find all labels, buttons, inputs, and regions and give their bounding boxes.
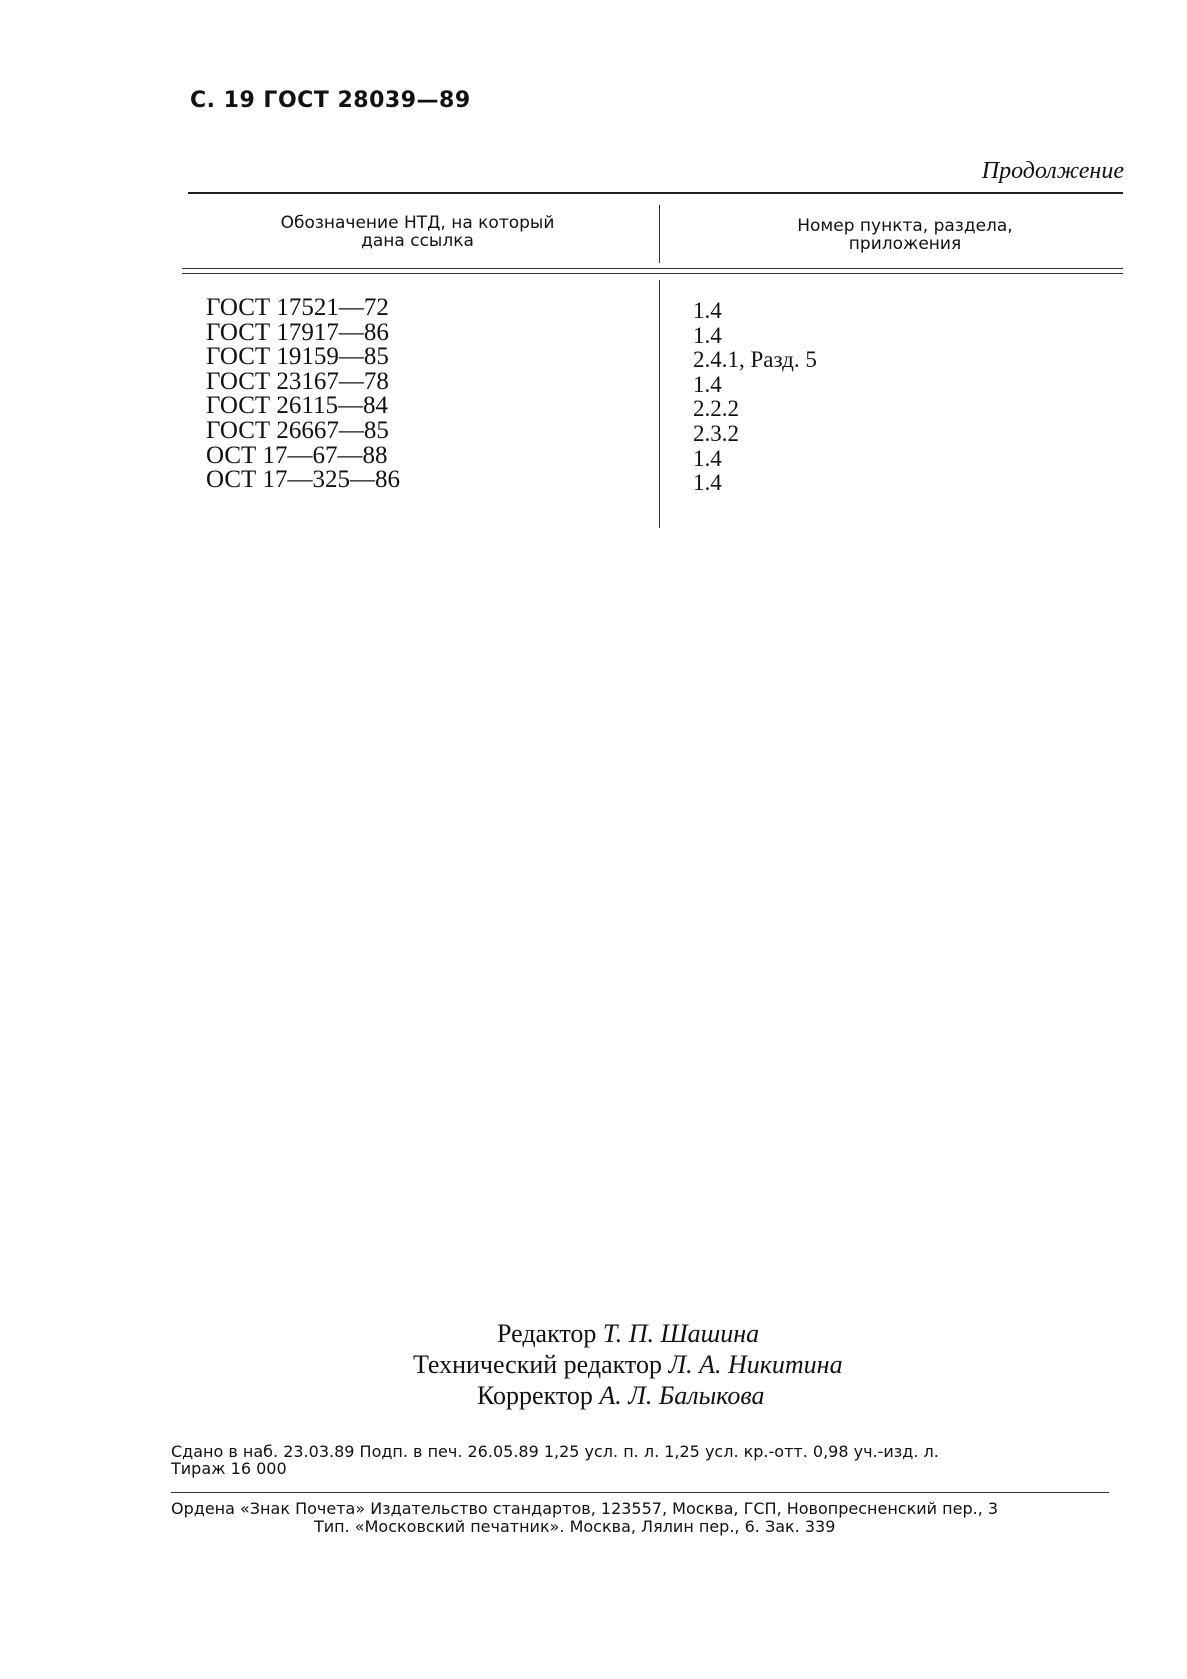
publisher-line: Ордена «Знак Почета» Издательство стандартов, 123557, Москва, ГСП, Новопресненский пер., 3 [171,1499,999,1518]
publisher-block [171,1500,1111,1536]
column-header-document [240,214,595,250]
credit-person: А. Л. Балыкова [599,1381,765,1410]
table-row-doc: ГОСТ 26115—84 [206,392,388,420]
document-column [206,296,400,493]
credit-editor [497,1318,1187,1349]
credit-person: Л. А. Никитина [668,1350,843,1379]
credits-block [0,1318,1187,1411]
table-row-ref: 1.4 [693,371,722,397]
page-header: С. 19 ГОСТ 28039—89 [190,88,471,113]
table-row-doc: ГОСТ 23167—78 [206,367,389,395]
column-header-document-line2: дана ссылка [361,231,474,251]
credit-proofreader [477,1380,1187,1411]
column-header-section-line1: Номер пункта, раздела, [797,216,1013,236]
column-header-section [760,217,1050,253]
table-row-doc: ГОСТ 26667—85 [206,416,389,444]
table-row-doc: ГОСТ 17521—72 [206,294,389,321]
credit-role: Редактор [497,1319,597,1348]
credit-technical-editor [413,1349,1187,1380]
credit-person: Т. П. Шашина [602,1319,760,1348]
header-separator-rule-2 [182,273,1123,274]
column-header-section-line2: приложения [848,234,962,254]
header-separator-rule [182,268,1123,269]
column-divider-body [659,280,660,528]
imprint-block [171,1443,1111,1477]
table-row-ref: 1.4 [693,470,722,496]
publisher-line: Тип. «Московский печатник». Москва, Лялин пер., 6. Зак. 339 [314,1517,836,1536]
table-top-rule [188,192,1123,194]
table-row-ref: 1.4 [693,445,722,471]
imprint-line: Сдано в наб. 23.03.89 Подп. в печ. 26.05.89 1,25 усл. п. л. 1,25 усл. кр.-отт. 0,98 уч.-изд. л. [171,1442,939,1461]
section-column [693,299,817,496]
credit-role: Технический редактор [413,1350,662,1379]
table-row-ref: 2.4.1, Разд. 5 [693,347,817,373]
table-row-ref: 1.4 [693,298,722,323]
table-row-doc: ОСТ 17—325—86 [206,466,401,494]
imprint-rule [171,1492,1109,1493]
imprint-line: Тираж 16 000 [171,1459,287,1478]
table-row-doc: ОСТ 17—67—88 [206,441,388,469]
table-row-ref: 2.2.2 [693,396,739,422]
table-row-doc: ГОСТ 19159—85 [206,343,389,371]
column-divider-header [659,205,660,263]
table-row-ref: 2.3.2 [693,420,739,446]
continuation-label: Продолжение [981,158,1124,184]
credit-role: Корректор [477,1381,593,1410]
table-row-ref: 1.4 [693,322,722,348]
table-row-doc: ГОСТ 17917—86 [206,318,389,346]
column-header-document-line1: Обозначение НТД, на который [280,213,555,233]
